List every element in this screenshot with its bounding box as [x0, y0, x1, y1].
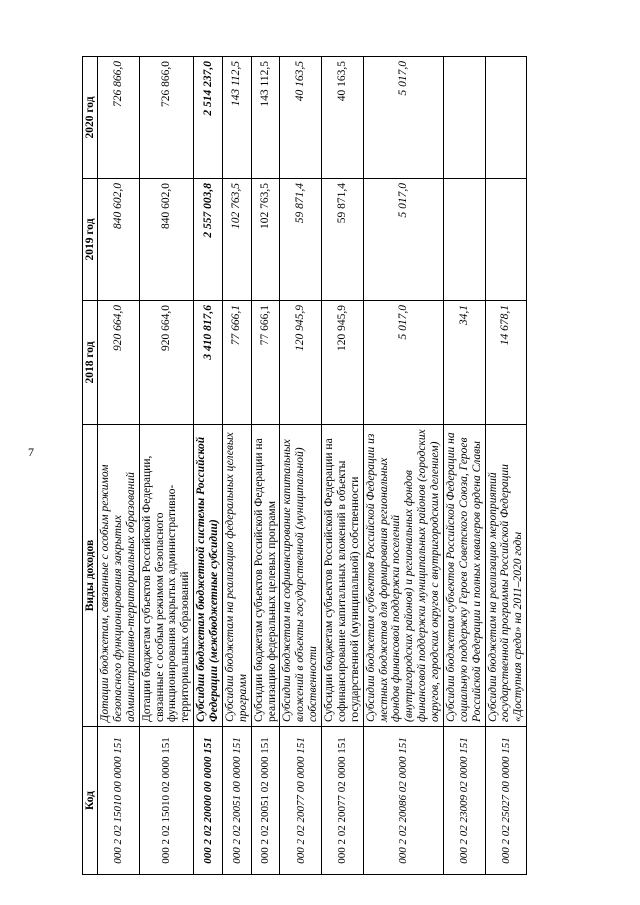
row-value-2019: 59 871,4: [322, 179, 364, 301]
table-row: [194, 57, 223, 875]
row-value-2019: 840 602,0: [139, 179, 194, 301]
row-code: 000 2 02 20077 02 0000 151: [322, 727, 364, 875]
header-code: Код: [83, 727, 98, 875]
row-value-2018: 34,1: [443, 301, 485, 425]
row-value-2019: [485, 179, 527, 301]
row-code: 000 2 02 25027 00 0000 151: [485, 727, 527, 875]
header-2020: 2020 год: [83, 57, 98, 179]
row-code: 000 2 02 20086 02 0000 151: [363, 727, 443, 875]
row-value-2018: 920 664,0: [98, 301, 140, 425]
row-code: 000 2 02 20051 00 0000 151: [222, 727, 251, 875]
row-value-2020: 143 112,5: [222, 57, 251, 179]
row-value-2018: 14 678,1: [485, 301, 527, 425]
table-row: [443, 57, 485, 875]
row-value-2020: 2 514 237,0: [194, 57, 223, 179]
row-value-2020: 40 163,5: [322, 57, 364, 179]
row-value-2018: 5 017,0: [363, 301, 443, 425]
row-code: 000 2 02 20051 02 0000 151: [251, 727, 280, 875]
table-row: [98, 57, 140, 875]
row-value-2019: 59 871,4: [280, 179, 322, 301]
row-code: 000 2 02 20000 00 0000 151: [194, 727, 223, 875]
row-value-2020: 5 017,0: [363, 57, 443, 179]
row-name: Субсидии бюджетам субъектов Российской Федерации на софинансирование капитальных вложений в объекты государственной (муниципальной) собственности: [322, 425, 364, 727]
row-value-2020: 40 163,5: [280, 57, 322, 179]
table-row: [363, 57, 443, 875]
header-2018: 2018 год: [83, 301, 98, 425]
row-name: Субсидии бюджетам бюджетной системы Российской Федерации (межбюджетные субсидии): [194, 425, 223, 727]
row-value-2020: [485, 57, 527, 179]
row-value-2019: 5 017,0: [363, 179, 443, 301]
row-value-2020: 726 866,0: [139, 57, 194, 179]
row-value-2019: 2 557 003,8: [194, 179, 223, 301]
row-code: 000 2 02 23009 02 0000 151: [443, 727, 485, 875]
row-name: Субсидии бюджетам на реализацию федеральных целевых программ: [222, 425, 251, 727]
row-name: Дотации бюджетам, связанные с особым режимом безопасного функционирования закрытых административно-территориальных образований: [98, 425, 140, 727]
row-code: 000 2 02 20077 00 0000 151: [280, 727, 322, 875]
table-row: [251, 57, 280, 875]
page-number: 7: [28, 445, 34, 459]
table-row: [322, 57, 364, 875]
row-name: Субсидии бюджетам на реализацию мероприятий государственной программы Российской Федерации «Доступная среда» на 2011–2020 годы: [485, 425, 527, 727]
row-value-2020: 726 866,0: [98, 57, 140, 179]
row-value-2018: 920 664,0: [139, 301, 194, 425]
row-value-2018: 77 666,1: [251, 301, 280, 425]
table-header-row: [83, 57, 98, 875]
row-value-2019: 102 763,5: [251, 179, 280, 301]
row-name: Дотации бюджетам субъектов Российской Федерации, связанные с особым режимом безопасного функционирования закрытых административно-территориальных образований: [139, 425, 194, 727]
row-code: 000 2 02 15010 02 0000 151: [139, 727, 194, 875]
row-value-2019: 102 763,5: [222, 179, 251, 301]
row-code: 000 2 02 15010 00 0000 151: [98, 727, 140, 875]
row-name: Субсидии бюджетам субъектов Российской Федерации на реализацию федеральных целевых программ: [251, 425, 280, 727]
table-row: [139, 57, 194, 875]
row-value-2018: 120 945,9: [280, 301, 322, 425]
row-value-2020: 143 112,5: [251, 57, 280, 179]
header-revenue-type: Виды доходов: [83, 425, 98, 727]
table-row: [280, 57, 322, 875]
row-value-2018: 3 410 817,6: [194, 301, 223, 425]
row-name: Субсидии бюджетам субъектов Российской Федерации из местных бюджетов для формирования региональных фондов финансовой поддержки поселений (внутригородских районов) и региональных фондов финансовой поддержки муниципальных районов (городских округов, городских округов с внутригородским делением): [363, 425, 443, 727]
row-name: Субсидии бюджетам на софинансирование капитальных вложений в объекты государственной (муниципальной) собственности: [280, 425, 322, 727]
table-row: [222, 57, 251, 875]
row-name: Субсидии бюджетам субъектов Российской Федерации на социальную поддержку Героев Советского Союза, Героев Российской Федерации и полных кавалеров ордена Славы: [443, 425, 485, 727]
table-row: [485, 57, 527, 875]
revenue-table: [82, 56, 527, 875]
row-value-2019: 840 602,0: [98, 179, 140, 301]
row-value-2019: [443, 179, 485, 301]
row-value-2020: [443, 57, 485, 179]
header-2019: 2019 год: [83, 179, 98, 301]
row-value-2018: 120 945,9: [322, 301, 364, 425]
row-value-2018: 77 666,1: [222, 301, 251, 425]
